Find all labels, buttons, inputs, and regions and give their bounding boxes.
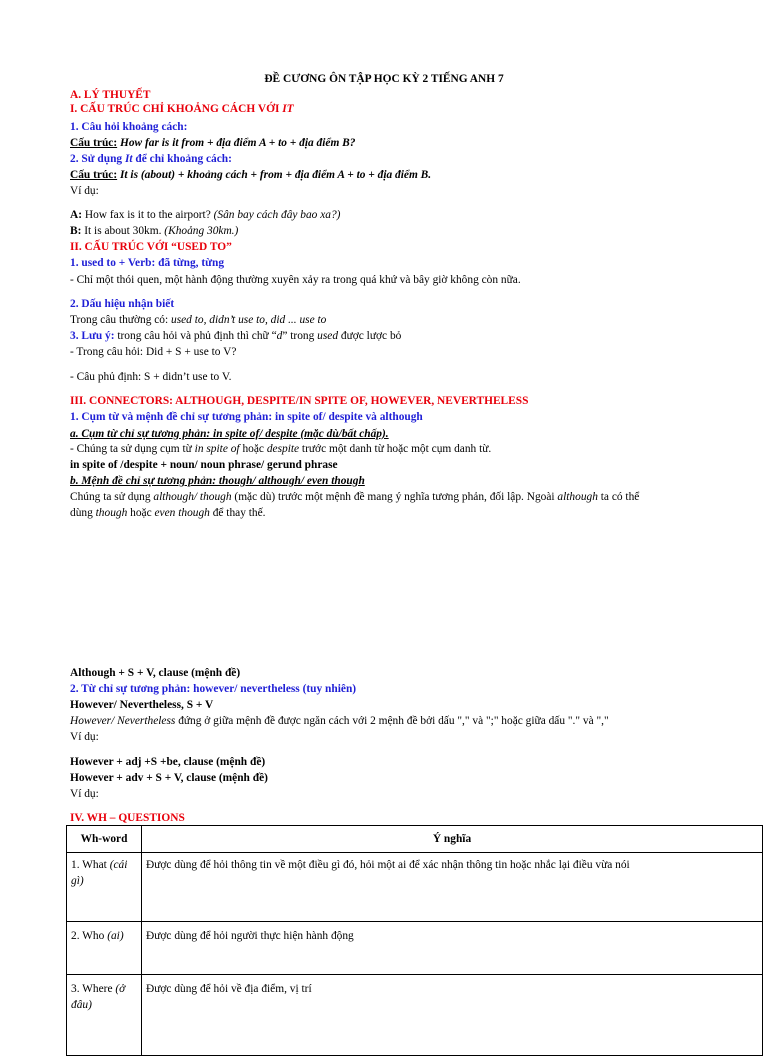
however-adv-formula: However + adv + S + V, clause (mệnh đề) — [70, 772, 268, 784]
note-line: 3. Lưu ý: trong câu hỏi và phủ định thì chữ “d” trong used được lược bỏ — [70, 330, 402, 342]
table-row — [67, 975, 763, 1056]
table-header-meaning: Ý nghĩa — [142, 826, 763, 853]
it-distance-heading: 2. Sử dụng It để chỉ khoảng cách: — [70, 153, 232, 165]
meaning-cell: Được dùng để hỏi về địa điểm, vị trí — [142, 975, 763, 1056]
table-header-wh-word: Wh-word — [67, 826, 142, 853]
wh-questions-table — [66, 825, 763, 1056]
example-a: A: How fax is it to the airport? (Sân bay cách đây bao xa?) — [70, 209, 341, 221]
table-row — [67, 853, 763, 922]
wh-word-cell: 3. Where (ở đâu) — [67, 975, 142, 1056]
section-ii-heading: II. CẤU TRÚC VỚI “USED TO” — [70, 241, 232, 253]
question-form: - Trong câu hỏi: Did + S + use to V? — [70, 346, 237, 358]
example-b: B: It is about 30km. (Khoảng 30km.) — [70, 225, 239, 237]
it-distance-structure: Cấu trúc: It is (about) + khoảng cách + from + địa điểm A + to + địa điểm B. — [70, 169, 432, 181]
contrast-clause-sub-b: b. Mệnh đề chỉ sự tương phản: though/ although/ even though — [70, 475, 365, 487]
meaning-cell: Được dùng để hỏi người thực hiện hành động — [142, 922, 763, 975]
however-adj-formula: However + adj +S +be, clause (mệnh đề) — [70, 756, 266, 768]
example-label: Ví dụ: — [70, 185, 99, 197]
contrast-clause-usage-1: Chúng ta sử dụng although/ though (mặc dù) trước một mệnh đề mang ý nghĩa tương phản, đối lập. Ngoài although ta có thể — [70, 491, 640, 503]
example-label-2: Ví dụ: — [70, 731, 99, 743]
distance-question-structure: Cấu trúc: How far is it from + địa điểm A + to + địa điểm B? — [70, 137, 356, 149]
section-i-heading: I. CẤU TRÚC CHỈ KHOẢNG CÁCH VỚI IT — [70, 103, 294, 115]
used-to-description: - Chỉ một thói quen, một hành động thường xuyên xảy ra trong quá khứ và bây giờ không còn nữa. — [70, 274, 521, 286]
contrast-clause-usage-2: dùng though hoặc even though để thay thế. — [70, 507, 266, 519]
section-iv-heading: IV. WH – QUESTIONS — [70, 812, 185, 824]
document-title: ĐỀ CƯƠNG ÔN TẬP HỌC KỲ 2 TIẾNG ANH 7 — [264, 73, 504, 85]
table-header-row — [67, 826, 763, 853]
wh-word-cell: 2. Who (ai) — [67, 922, 142, 975]
negative-form: - Câu phủ định: S + didn’t use to V. — [70, 371, 232, 383]
used-to-heading: 1. used to + Verb: đã từng, từng — [70, 257, 225, 269]
however-formula: However/ Nevertheless, S + V — [70, 699, 214, 711]
however-usage: However/ Nevertheless đứng ở giữa mệnh đề được ngăn cách với 2 mệnh đề bởi dấu "," và ";" hoặc giữa dấu "." và "," — [70, 715, 609, 727]
however-heading: 2. Từ chỉ sự tương phản: however/ nevertheless (tuy nhiên) — [70, 683, 357, 695]
meaning-cell: Được dùng để hỏi thông tin về một điều gì đó, hỏi một ai để xác nhận thông tin hoặc nhắc lại điều vừa nói — [142, 853, 763, 922]
contrast-phrase-formula: in spite of /despite + noun/ noun phrase/ gerund phrase — [70, 459, 338, 471]
contrast-phrase-usage: - Chúng ta sử dụng cụm từ in spite of hoặc despite trước một danh từ hoặc một cụm danh từ. — [70, 443, 492, 455]
distance-question-heading: 1. Câu hỏi khoảng cách: — [70, 121, 188, 133]
section-iii-heading: III. CONNECTORS: ALTHOUGH, DESPITE/IN SPITE OF, HOWEVER, NEVERTHELESS — [70, 395, 529, 407]
example-label-3: Ví dụ: — [70, 788, 99, 800]
table-row — [67, 922, 763, 975]
section-a-heading: A. LÝ THUYẾT — [70, 89, 151, 101]
signs-heading: 2. Dấu hiệu nhận biết — [70, 298, 175, 310]
although-formula: Although + S + V, clause (mệnh đề) — [70, 667, 241, 679]
contrast-phrase-heading: 1. Cụm từ và mệnh đề chỉ sự tương phản: in spite of/ despite và although — [70, 411, 423, 423]
contrast-phrase-sub-a: a. Cụm từ chỉ sự tương phản: in spite of/ despite (mặc dù/bất chấp). — [70, 428, 389, 440]
wh-word-cell: 1. What (cái gì) — [67, 853, 142, 922]
signs-text: Trong câu thường có: used to, didn’t use to, did ... use to — [70, 314, 327, 326]
